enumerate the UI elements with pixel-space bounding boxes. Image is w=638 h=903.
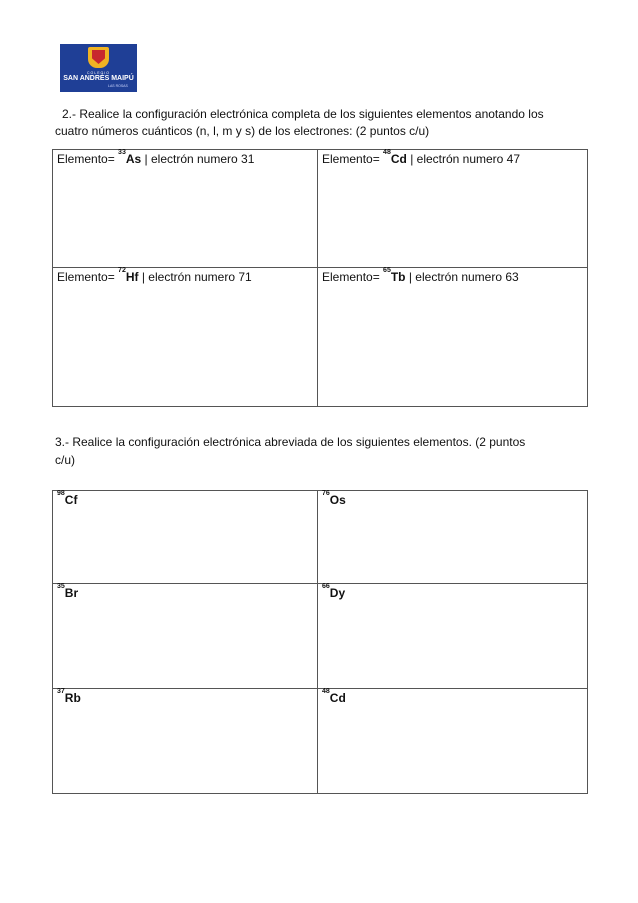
q2-cell-label: Elemento= $^{65}$Tb | electrón numero 63 (322, 267, 519, 284)
q2-cell-cd[interactable] (318, 150, 588, 268)
logo-colegio: COLEGIO (87, 71, 110, 75)
q2-cell-tb[interactable] (318, 268, 588, 407)
q3-table (52, 490, 588, 794)
q3-instruction-line1: 3.- Realice la configuración electrónica abreviada de los siguientes elementos. (2 puntos (55, 435, 526, 449)
q2-instruction-line2: cuatro números cuánticos (n, l, m y s) de los electrones: (2 puntos c/u) (55, 124, 430, 138)
logo-school-name: SAN ANDRÉS MAIPÚ (63, 75, 134, 82)
q3-cell-br[interactable]: $^{35}$Br (53, 584, 318, 689)
q2-cell-label: Elemento= $^{48}$Cd | electrón numero 47 (322, 149, 521, 166)
logo-subtitle: LAS ROSAS (108, 84, 128, 88)
q2-cell-hf[interactable] (53, 268, 318, 407)
q2-instruction-line1: 2.- Realice la configuración electrónica completa de los siguientes elementos anotando los (62, 107, 544, 121)
q2-table (52, 149, 588, 407)
q3-cell-dy[interactable]: $^{66}$Dy (318, 584, 588, 689)
q3-cell-os[interactable]: $^{76}$Os (318, 491, 588, 584)
q3-instruction-line2: c/u) (55, 453, 76, 467)
q3-cell-cf[interactable]: $^{98}$Cf (53, 491, 318, 584)
q2-cell-label: Elemento= $^{72}$Hf | electrón numero 71 (57, 267, 252, 284)
q3-cell-cd[interactable]: $^{48}$Cd (318, 689, 588, 794)
q3-cell-rb[interactable]: $^{37}$Rb (53, 689, 318, 794)
q2-cell-as[interactable] (53, 150, 318, 268)
q2-cell-label: Elemento= $^{33}$As | electrón numero 31 (57, 149, 255, 166)
shield-icon (88, 47, 109, 68)
school-logo (60, 44, 137, 92)
